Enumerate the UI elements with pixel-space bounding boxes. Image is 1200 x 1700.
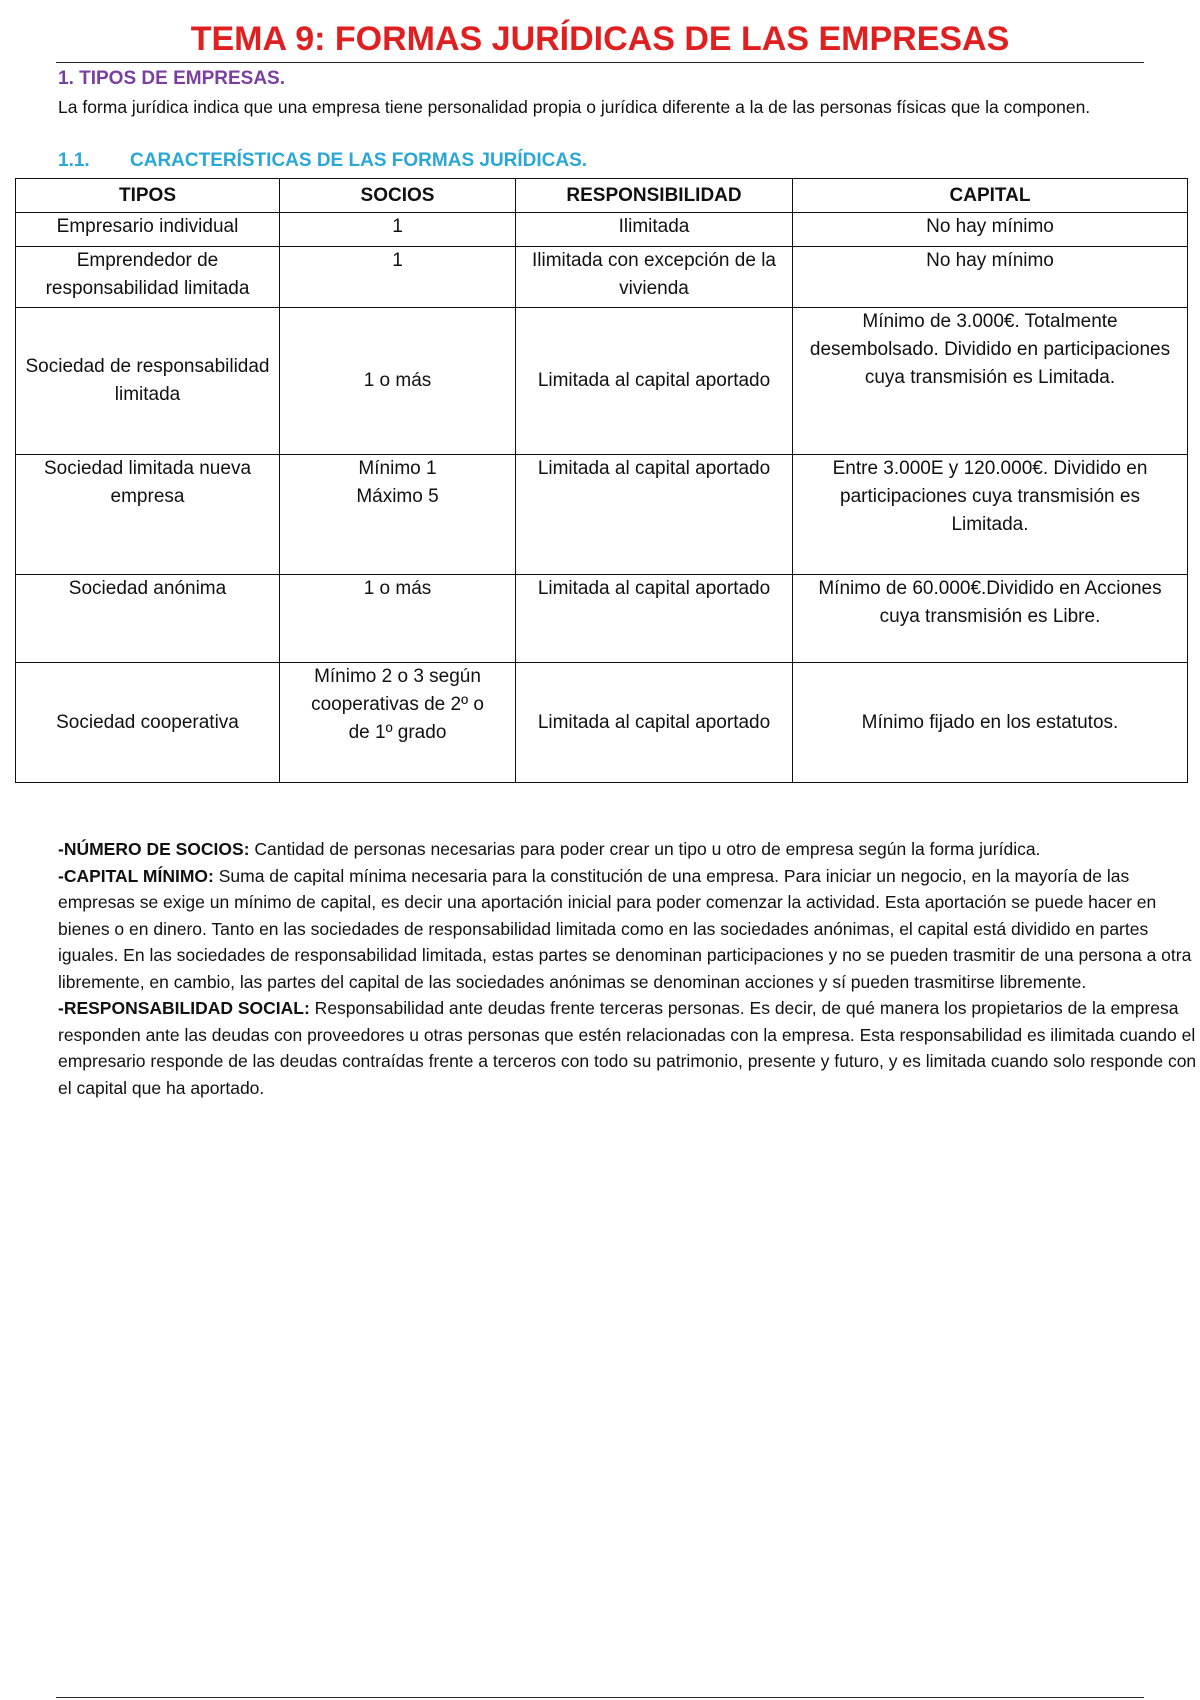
- definition-text: Suma de capital mínima necesaria para la constitución de una empresa. Para iniciar un negocio, en la mayoría de las empresas se exige un mínimo de capital, es decir una aportación inicial para poder comenzar la actividad. Esta aportación se puede hacer en bienes o en dinero. Tanto en las sociedades de responsabilidad limitada como en las sociedades anónimas, el capital está dividido en partes iguales. En las sociedades de responsabilidad limitada, estas partes se denominan participaciones y no se pueden trasmitir de una persona a otra libremente, en cambio, las partes del capital de las sociedades anónimas se denominan acciones y sí pueden trasmitirse libremente.: [58, 865, 1192, 992]
- cell-tipo: Sociedad de responsabilidad limitada: [16, 308, 280, 455]
- subsection-number: 1.1.: [58, 150, 90, 171]
- cell-capital: Mínimo de 3.000€. Totalmente desembolsado. Dividido en participaciones cuya transmisión es Limitada.: [793, 308, 1188, 455]
- table-row: [16, 575, 1188, 663]
- intro-paragraph: La forma jurídica indica que una empresa tiene personalidad propia o jurídica diferente a la de las personas físicas que la componen.: [58, 97, 1091, 117]
- header-socios: SOCIOS: [280, 179, 516, 213]
- cell-socios: 1 o más: [280, 308, 516, 455]
- definition-capital-minimo: [58, 863, 1198, 996]
- cell-responsabilidad: Limitada al capital aportado: [516, 308, 793, 455]
- subsection-heading-caracteristicas: [58, 150, 587, 172]
- cell-tipo: Emprendedor de responsabilidad limitada: [16, 247, 280, 308]
- subsection-title: CARACTERÍSTICAS DE LAS FORMAS JURÍDICAS.: [130, 150, 588, 171]
- cell-responsabilidad: Ilimitada con excepción de la vivienda: [516, 247, 793, 308]
- header-tipos: TIPOS: [16, 179, 280, 213]
- definitions-section: [58, 836, 1198, 1101]
- definition-term: -NÚMERO DE SOCIOS:: [58, 839, 250, 859]
- definition-term: -RESPONSABILIDAD SOCIAL:: [58, 998, 310, 1018]
- cell-responsabilidad: Limitada al capital aportado: [516, 663, 793, 783]
- table-header-row: [16, 179, 1188, 213]
- table-row: [16, 308, 1188, 455]
- cell-socios: 1: [280, 247, 516, 308]
- page-title: TEMA 9: FORMAS JURÍDICAS DE LAS EMPRESAS: [56, 18, 1144, 63]
- table-row: [16, 247, 1188, 308]
- cell-capital: Mínimo de 60.000€.Dividido en Acciones cuya transmisión es Libre.: [793, 575, 1188, 663]
- cell-tipo: Empresario individual: [16, 213, 280, 247]
- section-heading-tipos: 1. TIPOS DE EMPRESAS.: [58, 68, 285, 89]
- cell-socios: 1: [280, 213, 516, 247]
- definition-numero-socios: [58, 836, 1198, 863]
- definition-term: -CAPITAL MÍNIMO:: [58, 865, 214, 886]
- definition-text: Cantidad de personas necesarias para poder crear un tipo u otro de empresa según la forma jurídica.: [249, 839, 1041, 859]
- cell-tipo: Sociedad cooperativa: [16, 663, 280, 783]
- cell-tipo: Sociedad limitada nueva empresa: [16, 455, 280, 575]
- cell-socios: Mínimo 1 Máximo 5: [280, 455, 516, 575]
- cell-capital: Mínimo fijado en los estatutos.: [793, 663, 1188, 783]
- cell-responsabilidad: Ilimitada: [516, 213, 793, 247]
- cell-capital: No hay mínimo: [793, 247, 1188, 308]
- cell-socios: Mínimo 2 o 3 según cooperativas de 2º o de 1º grado: [280, 663, 516, 783]
- header-responsabilidad: RESPONSIBILIDAD: [516, 179, 793, 213]
- cell-socios: 1 o más: [280, 575, 516, 663]
- cell-capital: Entre 3.000E y 120.000€. Dividido en participaciones cuya transmisión es Limitada.: [793, 455, 1188, 575]
- cell-tipo: Sociedad anónima: [16, 575, 280, 663]
- cell-capital: No hay mínimo: [793, 213, 1188, 247]
- table-row: [16, 663, 1188, 783]
- forms-table: [15, 178, 1188, 783]
- header-capital: CAPITAL: [793, 179, 1188, 213]
- definition-responsabilidad-social: [58, 995, 1198, 1101]
- definition-text: Responsabilidad ante deudas frente terceras personas. Es decir, de qué manera los propietarios de la empresa responden ante las deudas con proveedores u otras personas que estén relacionadas con la empresa. Esta responsabilidad es ilimitada cuando el empresario responde de las deudas contraídas frente a terceros con todo su patrimonio, presente y futuro, y es limitada cuando solo responde con el capital que ha aportado.: [58, 998, 1197, 1098]
- table-row: [16, 455, 1188, 575]
- footer-divider: [56, 1697, 1144, 1698]
- table-row: [16, 213, 1188, 247]
- cell-responsabilidad: Limitada al capital aportado: [516, 455, 793, 575]
- cell-responsabilidad: Limitada al capital aportado: [516, 575, 793, 663]
